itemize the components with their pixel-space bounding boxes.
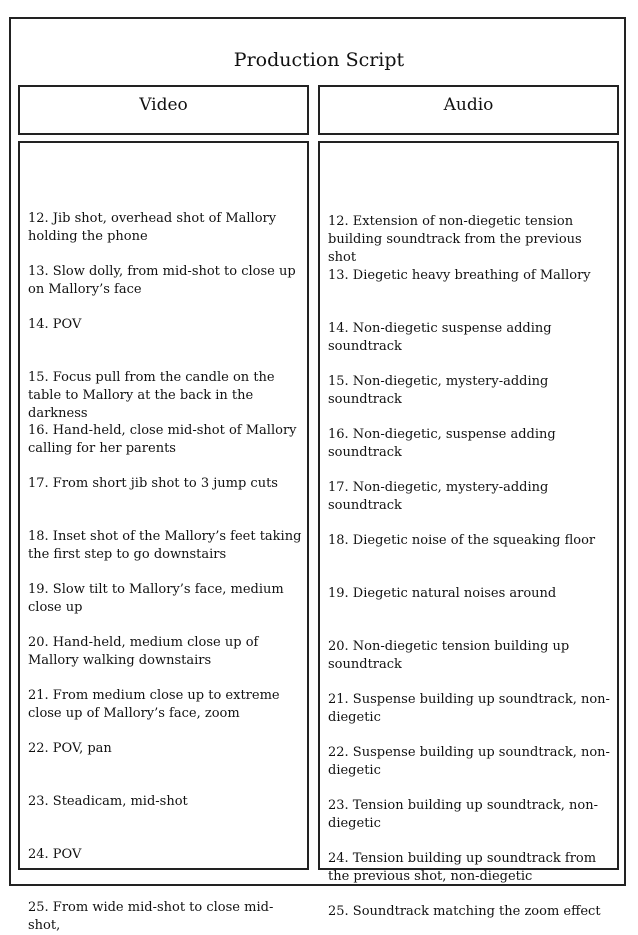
- video-row-12: 12. Jib shot, overhead shot of Mallory holding the phone: [28, 211, 277, 244]
- audio-row-20: 20. Non-diegetic tension building up soundtrack: [328, 639, 570, 672]
- audio-row-19: 19. Diegetic natural noises around: [328, 586, 557, 601]
- video-row-14: 14. POV: [28, 317, 82, 332]
- video-row-22: 22. POV, pan: [28, 741, 112, 756]
- video-row-13: 13. Slow dolly, from mid-shot to close up on Mallory’s face: [28, 264, 296, 297]
- video-row-21: 21. From medium close up to extreme close up of Mallory’s face, zoom: [28, 688, 280, 721]
- audio-row-12: 12. Extension of non-diegetic tension building soundtrack from the previous shot: [328, 214, 582, 265]
- video-row-18: 18. Inset shot of the Mallory’s feet taking the first step to go downstairs: [28, 529, 302, 562]
- audio-row-24: 24. Tension building up soundtrack from the previous shot, non-diegetic: [328, 851, 597, 884]
- audio-row-15: 15. Non-diegetic, mystery-adding soundtrack: [328, 374, 549, 407]
- page-title: Production Script: [233, 49, 405, 71]
- audio-row-22: 22. Suspense building up soundtrack, non-diegetic: [328, 745, 610, 778]
- video-row-23: 23. Steadicam, mid-shot: [28, 794, 188, 809]
- video-row-15: 15. Focus pull from the candle on the table to Mallory at the back in the darkness: [28, 370, 275, 421]
- video-row-19: 19. Slow tilt to Mallory’s face, medium close up: [28, 582, 284, 615]
- audio-column: [318, 85, 619, 919]
- video-row-16: 16. Hand-held, close mid-shot of Mallory calling for her parents: [28, 423, 297, 456]
- video-row-24: 24. POV: [28, 847, 82, 862]
- video-row-20: 20. Hand-held, medium close up of Mallory walking downstairs: [28, 635, 259, 668]
- video-column: [18, 85, 309, 933]
- video-header: Video: [18, 85, 309, 135]
- audio-row-25: 25. Soundtrack matching the zoom effect: [328, 904, 601, 919]
- audio-row-13: 13. Diegetic heavy breathing of Mallory: [328, 268, 591, 283]
- video-row-25: 25. From wide mid-shot to close mid-shot,: [28, 900, 274, 933]
- audio-row-23: 23. Tension building up soundtrack, non-diegetic: [328, 798, 598, 831]
- video-row-17: 17. From short jib shot to 3 jump cuts: [28, 476, 278, 491]
- video-body: [18, 141, 309, 933]
- audio-row-17: 17. Non-diegetic, mystery-adding soundtrack: [328, 480, 549, 513]
- audio-header: Audio: [318, 85, 619, 135]
- audio-row-18: 18. Diegetic noise of the squeaking floor: [328, 533, 596, 548]
- audio-row-14: 14. Non-diegetic suspense adding soundtrack: [328, 321, 552, 354]
- audio-body: [318, 141, 619, 919]
- audio-row-21: 21. Suspense building up soundtrack, non-diegetic: [328, 692, 610, 725]
- audio-row-16: 16. Non-diegetic, suspense adding soundtrack: [328, 427, 556, 460]
